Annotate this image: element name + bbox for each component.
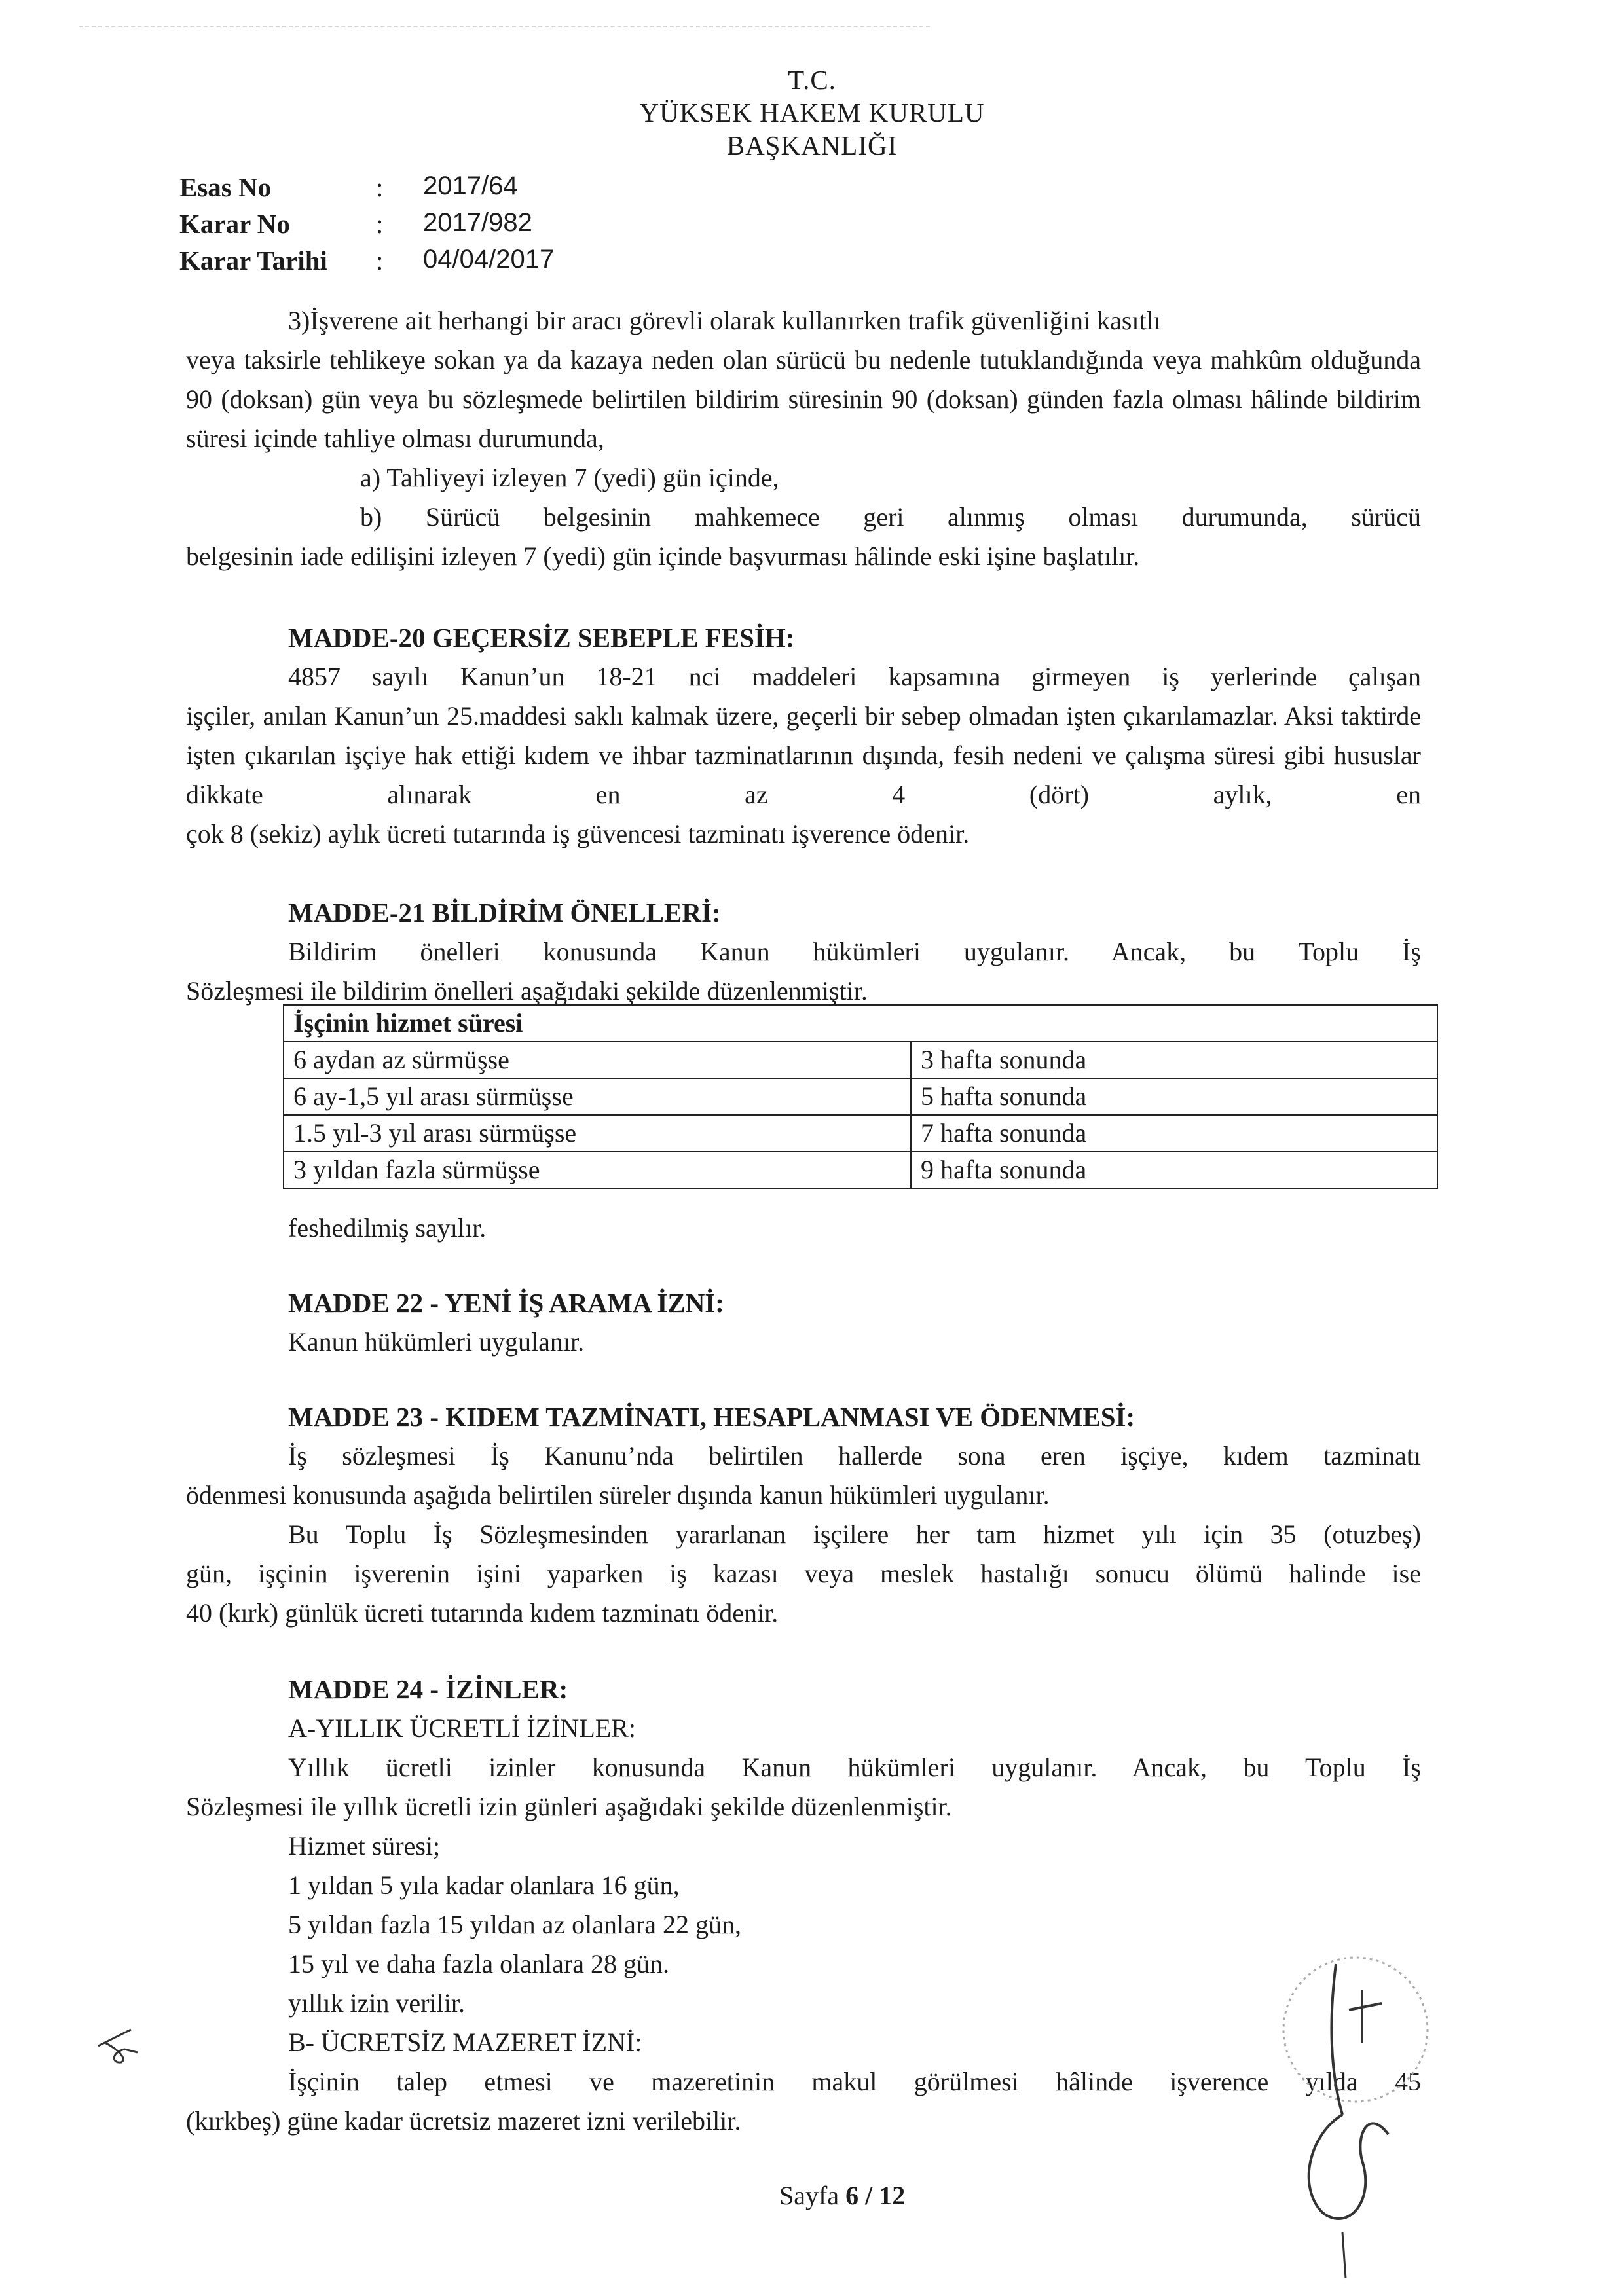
meta-colon: : bbox=[376, 246, 384, 276]
item3-a: a) Tahliyeyi izleyen 7 (yedi) gün içinde, bbox=[360, 463, 779, 492]
madde-20-paragraph: işçiler, anılan Kanun’un 25.maddesi saklı kalmak üzere, geçerli bir sebep olmadan işten çıkarılamazlar. Aksi taktirde işten çıkarılan işçiye hak ettiği kıdem ve ihbar tazminatlarının dışında, fesih nedeni ve çalışma süresi gibi hususlar dikkate alınarak en az 4 (dört) aylık, en bbox=[186, 701, 1421, 809]
page-total: 12 bbox=[879, 2181, 906, 2210]
madde-23-p2-line2: gün, işçinin işverenin işini yaparken iş kazası veya meslek hastalığı sonucu ölümü halinde ise bbox=[186, 1559, 1421, 1588]
table-row bbox=[284, 1115, 1437, 1152]
madde-24-a-line1: Yıllık ücretli izinler konusunda Kanun hükümleri uygulanır. Ancak, bu Toplu İş bbox=[288, 1753, 1421, 1782]
meta-colon: : bbox=[376, 172, 384, 202]
table-cell-notice: 7 hafta sonunda bbox=[911, 1115, 1437, 1152]
meta-row-esas bbox=[179, 172, 518, 208]
signature-stamp-icon bbox=[1231, 1938, 1480, 2291]
item3-paragraph: veya taksirle tehlikeye sokan ya da kazaya neden olan sürücü bu nedenle tutuklandığında veya mahkûm olduğunda 90 (doksan) gün veya bu sözleşmede belirtilen bildirim süresinin 90 (doksan) günden fazla olması hâlinde bildirim süresi içinde tahliye olması durumunda, bbox=[186, 345, 1421, 453]
table-header-cell: İşçinin hizmet süresi bbox=[284, 1005, 1437, 1042]
madde-20-last: çok 8 (sekiz) aylık ücreti tutarında iş güvencesi tazminatı işverence ödenir. bbox=[186, 819, 970, 848]
scan-top-line bbox=[79, 26, 930, 27]
page-current: 6 bbox=[845, 2181, 859, 2210]
meta-label: Karar Tarihi bbox=[179, 246, 327, 276]
meta-row-tarih bbox=[179, 245, 555, 282]
madde-23-p1-line2: ödenmesi konusunda aşağıda belirtilen süreler dışında kanun hükümleri uygulanır. bbox=[186, 1480, 1050, 1510]
madde-22-text: Kanun hükümleri uygulanır. bbox=[288, 1327, 585, 1357]
meta-value: 04/04/2017 bbox=[423, 245, 555, 274]
after-table-text: feshedilmiş sayılır. bbox=[288, 1213, 487, 1243]
madde-20-title: MADDE-20 GEÇERSİZ SEBEPLE FESİH: bbox=[288, 623, 795, 653]
madde-23-p2-last: 40 (kırk) günlük ücreti tutarında kıdem tazminatı ödenir. bbox=[186, 1598, 779, 1628]
initial-mark-icon bbox=[92, 2023, 144, 2069]
madde-24-b-line2: (kırkbeş) güne kadar ücretsiz mazeret izni verilebilir. bbox=[186, 2106, 741, 2136]
madde-24-title: MADDE 24 - İZİNLER: bbox=[288, 1674, 568, 1704]
item3-b-line2: belgesinin iade edilişini izleyen 7 (yedi) gün içinde başvurması hâlinde eski işine başlatılır. bbox=[186, 541, 1140, 571]
header-institution: YÜKSEK HAKEM KURULU bbox=[639, 98, 985, 128]
meta-row-karar bbox=[179, 208, 532, 245]
madde-23-p2-line1: Bu Toplu İş Sözleşmesinden yararlanan işçilere her tam hizmet yılı için 35 (otuzbeş) bbox=[288, 1520, 1421, 1549]
notice-period-table bbox=[283, 1004, 1438, 1189]
table-cell-notice: 9 hafta sonunda bbox=[911, 1152, 1437, 1188]
header-presidency: BAŞKANLIĞI bbox=[726, 130, 898, 160]
item3-first-line: 3)İşverene ait herhangi bir aracı görevli olarak kullanırken trafik güvenliğini kasıtlı bbox=[288, 306, 1161, 335]
table-cell-duration: 3 yıldan fazla sürmüşse bbox=[284, 1152, 911, 1188]
table-row bbox=[284, 1042, 1437, 1078]
madde-24-hizmet: Hizmet süresi; bbox=[288, 1831, 441, 1861]
madde-24-b-line1: İşçinin talep etmesi ve mazeretinin makul görülmesi hâlinde işverence yılda 45 bbox=[288, 2067, 1421, 2096]
madde-21-line2: Sözleşmesi ile bildirim önelleri aşağıdaki şekilde düzenlenmiştir. bbox=[186, 976, 868, 1006]
meta-value: 2017/64 bbox=[423, 172, 518, 200]
meta-colon: : bbox=[376, 209, 384, 239]
meta-label: Esas No bbox=[179, 172, 272, 202]
table-header-row bbox=[284, 1005, 1437, 1042]
table-cell-duration: 1.5 yıl-3 yıl arası sürmüşse bbox=[284, 1115, 911, 1152]
page-sep: / bbox=[865, 2181, 873, 2210]
madde-24-a-title: A-YILLIK ÜCRETLİ İZİNLER: bbox=[288, 1713, 636, 1743]
madde-23-p1-line1: İş sözleşmesi İş Kanunu’nda belirtilen hallerde sona eren işçiye, kıdem tazminatı bbox=[288, 1441, 1421, 1470]
table-cell-notice: 3 hafta sonunda bbox=[911, 1042, 1437, 1078]
table-cell-duration: 6 ay-1,5 yıl arası sürmüşse bbox=[284, 1078, 911, 1115]
meta-block bbox=[179, 172, 555, 282]
madde-21-line1: Bildirim önelleri konusunda Kanun hükümleri uygulanır. Ancak, bu Toplu İş bbox=[288, 937, 1421, 966]
leave-item: 5 yıldan fazla 15 yıldan az olanlara 22 gün, bbox=[288, 1910, 741, 1939]
madde-24-a-line2: Sözleşmesi ile yıllık ücretli izin günleri aşağıdaki şekilde düzenlenmiştir. bbox=[186, 1792, 952, 1821]
header-tc: T.C. bbox=[788, 65, 836, 95]
table-cell-duration: 6 aydan az sürmüşse bbox=[284, 1042, 911, 1078]
table-row bbox=[284, 1152, 1437, 1188]
leave-item: 1 yıldan 5 yıla kadar olanlara 16 gün, bbox=[288, 1870, 680, 1900]
item3-b-line1: b) Sürücü belgesinin mahkemece geri alınmış olması durumunda, sürücü bbox=[360, 502, 1421, 532]
meta-value: 2017/982 bbox=[423, 208, 532, 237]
table-cell-notice: 5 hafta sonunda bbox=[911, 1078, 1437, 1115]
page-prefix: Sayfa bbox=[779, 2181, 840, 2210]
madde-23-title: MADDE 23 - KIDEM TAZMİNATI, HESAPLANMASI VE ÖDENMESİ: bbox=[288, 1402, 1135, 1432]
madde-20-line1: 4857 sayılı Kanun’un 18-21 nci maddeleri kapsamına girmeyen iş yerlerinde çalışan bbox=[288, 662, 1421, 691]
meta-label: Karar No bbox=[179, 209, 290, 239]
table-row bbox=[284, 1078, 1437, 1115]
madde-24-verilir: yıllık izin verilir. bbox=[288, 1988, 465, 2018]
madde-24-b-title: B- ÜCRETSİZ MAZERET İZNİ: bbox=[288, 2028, 642, 2057]
leave-item: 15 yıl ve daha fazla olanlara 28 gün. bbox=[288, 1949, 669, 1978]
page-number bbox=[779, 2180, 905, 2211]
madde-21-title: MADDE-21 BİLDİRİM ÖNELLERİ: bbox=[288, 898, 721, 928]
madde-22-title: MADDE 22 - YENİ İŞ ARAMA İZNİ: bbox=[288, 1288, 724, 1318]
